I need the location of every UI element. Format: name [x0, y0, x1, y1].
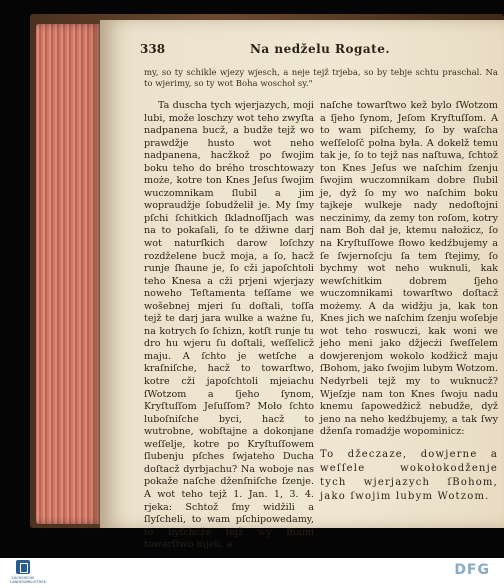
- dfg-logo: DFG: [454, 562, 490, 578]
- text-columns: [100, 20, 504, 551]
- right-column: [320, 100, 498, 504]
- closing-statement: To džeczaze, dowjerne a weſſele wokołokodženje tych wjerjazych ſBohom, jako ſwojim lubym Wotzom.: [320, 448, 498, 502]
- continued-text: my, so ty schikle wjezy wjesch, a neje tejž trjeba, so by tebje schtu praschal. Na to wjerimy, so ty wot Boha woschoł sy.": [144, 68, 498, 89]
- page-number: 338: [140, 42, 166, 56]
- running-title: Na nedželu Rogate.: [249, 42, 391, 56]
- left-column: [144, 100, 314, 552]
- right-paragraph: naſche towarſtwo kež bylo ſWotzom a ſjeho ſynom, Jeſom Kryſtuſſom. A to wam piſchemy, ſo by waſcha weſſeloſč połna była. A dokelž temu tak je, ſo to tejž nas naſtuwa, ſchtož ton Knes Jeſus we naſchim ſzenju ſwojim wuczomnikam dobre ſlubil je, dyž ſo my wo naſchim boku tajkeje wulkeje nady nedoſtojni neczinimy, da zemy ton roſom, kotry nam Boh dał je, ktemu nałożicz, ſo na Kryſtuſſowe ſłowo kedźbujemy a ſe ſwjernoſcju ſa tem ſtejimy, ſo bychmy wot neho wuknuli, kak wewſchitkim dobrem ſjeho wuczomnikami towarſtwo doſtacž możemy. A da widžju ja, kak ton Knes jich we naſchim ſzenju woſebje wot teho roswuczi, kak woni we jeho meni jako džjecżi ſweſſelem dowjerenjom wokolo kodžicž maju ſBohom, jako ſwojim lubym Wotzom. Nedyrbeli tejž my to wuknucž? Wjeſzje nam ton Knes ſwoju nadu knemu ſapowedžicž nebudže, dyž jeno na neho kedźbujemy, a tak ſwy dženſa romadźje wopominicz:: [320, 100, 498, 438]
- library-name: SÄCHSISCHE LANDESBIBLIOTHEK: [10, 576, 46, 584]
- library-emblem-icon: [16, 560, 30, 574]
- left-paragraph: Ta duscha tych wjerjazych, moji lubi, može loschzy wot teho zwyſta nadpanena bucž, a budže tejž wo prawdžje husto wot neho nadpanena, hacžkož po ſwojim boku teho do brého troschtowazy może, kotre ton Knes Jeſus ſwojim wuczomnikam ſlubil a jim wopraudžje ſobudželił je. My ſmy pſchi ſchitkich ſkladnoſſjach was na to pokaſali, ſo te džiwne darj wot naturſkich darow loſchzy rozdželene bucž moja, a ſo, hacž runje ſhaune je, ſo cži japoſchtoli teho Knesa a cži prjeni wjerjazy noweho Teſtamenta teſſame we wošebnej mjeri ſu doſtali, toſſa tejž te darj jara wulke a ważne ſu, na kotrych ſo ſchizn, kotſt runje tu dro hu wjeru ſu doſtali, weſſelicž maju. A ſchto je wetſche a kraſniſche, hacž to towarſtwo, kotre cži japoſchtoli mjeiachu ſWotzom a ſjeho ſynom, Kryſtuſſom Jeſuſſom? Moło ſchto luboſniſche byci, hacž to wutrobne, wobſtajne a dokonjane weſſelje, kotre po Kryſtuſſowem ſlubenju pſches ſwjateho Ducha doſtacž dyrbjachu? Na woboje nas pokaže naſche dženſniſche ſzenje. A wot teho tejž 1. Jan. 1, 3. 4. rjeka: Schtož ſmy widžili a ſlyſcheli, to wam pſchipowedamy, ſo byſchcže tejž wy ſnami towarſtwo mjeli, a: [144, 100, 314, 551]
- page-edges: [36, 24, 102, 524]
- viewer-footer: [0, 558, 504, 588]
- library-logo: [10, 560, 46, 586]
